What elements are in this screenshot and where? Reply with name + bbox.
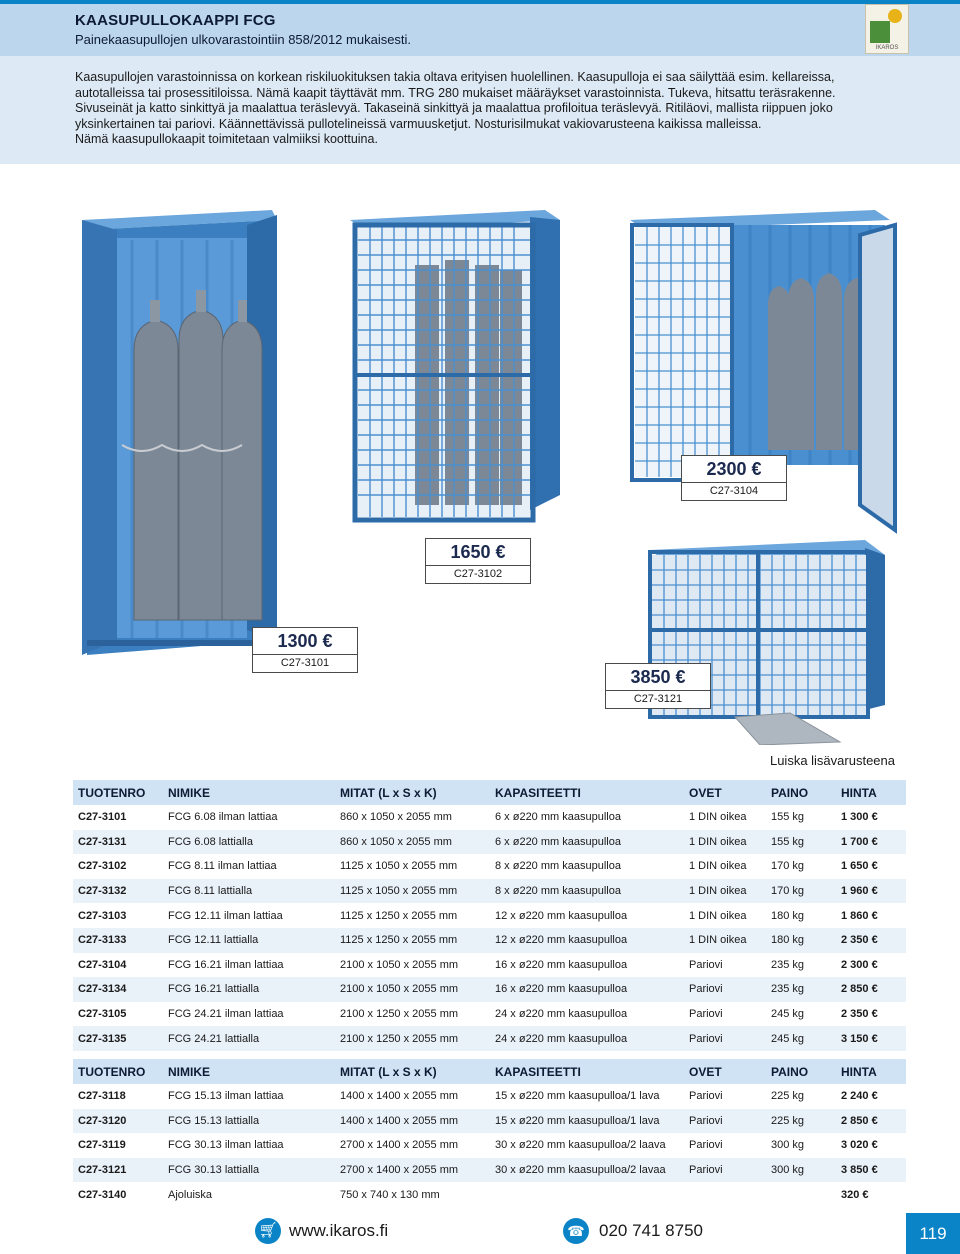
table-row	[73, 805, 906, 830]
price-tag-price: 1300 €	[253, 628, 357, 655]
cell-weight: 245 kg	[771, 1008, 805, 1021]
table-row	[73, 830, 906, 855]
cell-weight: 170 kg	[771, 860, 805, 873]
cell-capacity: 8 x ø220 mm kaasupulloa	[490, 879, 684, 904]
header-accent-line	[0, 0, 960, 4]
cell-code: C27-3120	[73, 1109, 163, 1134]
cell-name: FCG 30.13 ilman lattiaa	[168, 1139, 284, 1152]
cell-name: FCG 15.13 ilman lattiaa	[168, 1090, 284, 1103]
cell-code: C27-3135	[73, 1026, 163, 1051]
cell-capacity: 12 x ø220 mm kaasupulloa	[490, 928, 684, 953]
cell-dimensions: 1125 x 1250 x 2055 mm	[340, 909, 458, 922]
cell-price: 2 240 €	[841, 1090, 878, 1103]
header-price: HINTA	[836, 1059, 906, 1084]
cell-doors: Pariovi	[684, 1158, 766, 1183]
header-doors: OVET	[684, 1059, 766, 1084]
cell-dimensions: 2100 x 1050 x 2055 mm	[335, 977, 490, 1002]
cell-doors: Pariovi	[684, 1109, 766, 1134]
cell-name: FCG 24.21 lattialla	[163, 1026, 335, 1051]
cell-doors: Pariovi	[689, 958, 723, 971]
ramp-caption: Luiska lisävarusteena	[769, 753, 895, 768]
page-number: 119	[906, 1213, 960, 1254]
table-row	[73, 1109, 906, 1134]
cabinet-photo-3101	[62, 200, 287, 660]
cell-name: Ajoluiska	[168, 1188, 213, 1201]
cell-capacity: 12 x ø220 mm kaasupulloa	[495, 909, 628, 922]
cell-doors: 1 DIN oikea	[689, 860, 747, 873]
cell-dimensions: 1125 x 1050 x 2055 mm	[335, 879, 490, 904]
cell-name: FCG 12.11 lattialla	[163, 928, 335, 953]
header-capacity: KAPASITEETTI	[490, 1059, 684, 1084]
cell-capacity: 30 x ø220 mm kaasupulloa/2 lavaa	[490, 1158, 684, 1183]
cell-price: 1 860 €	[841, 909, 878, 922]
cell-weight: 300 kg	[771, 1139, 805, 1152]
description	[75, 70, 905, 148]
cell-dimensions: 1125 x 1050 x 2055 mm	[340, 860, 458, 873]
cell-doors: 1 DIN oikea	[684, 879, 766, 904]
cabinet-photo-3102	[340, 205, 570, 525]
cell-price: 320 €	[841, 1188, 869, 1201]
cell-price: 1 650 €	[841, 860, 878, 873]
cell-price: 3 850 €	[836, 1158, 906, 1183]
cell-doors: Pariovi	[689, 1008, 723, 1021]
price-tag-3121	[605, 663, 711, 709]
website-link[interactable]: www.ikaros.fi	[289, 1221, 389, 1240]
header-doors: OVET	[684, 780, 766, 805]
table-header-row	[73, 1059, 906, 1084]
header-name: NIMIKE	[163, 1059, 335, 1084]
footer-phone[interactable]	[563, 1218, 703, 1244]
price-tag-3102	[425, 538, 531, 584]
table-row	[73, 879, 906, 904]
cell-price: 1 700 €	[836, 830, 906, 855]
cell-capacity: 30 x ø220 mm kaasupulloa/2 laava	[495, 1139, 666, 1152]
cell-weight: 225 kg	[766, 1109, 836, 1134]
cell-dimensions: 1400 x 1400 x 2055 mm	[335, 1109, 490, 1134]
header-weight: PAINO	[766, 780, 836, 805]
cell-name: FCG 16.21 ilman lattiaa	[168, 958, 284, 971]
header-panel	[0, 0, 960, 164]
table-header-row	[73, 780, 906, 805]
product-photos	[0, 190, 960, 750]
table-row	[73, 1002, 906, 1027]
cell-name: FCG 6.08 lattialla	[163, 830, 335, 855]
page-subtitle: Painekaasupullojen ulkovarastointiin 858/2012 mukaisesti.	[75, 32, 412, 47]
cell-doors: Pariovi	[689, 1090, 723, 1103]
cell-weight: 300 kg	[766, 1158, 836, 1183]
cell-capacity: 6 x ø220 mm kaasupulloa	[495, 811, 621, 824]
cell-price: 2 350 €	[836, 928, 906, 953]
table-row	[73, 1182, 906, 1207]
shopping-cart-icon: 🛒︎	[255, 1218, 281, 1244]
table-row	[73, 928, 906, 953]
cell-code: C27-3104	[78, 958, 127, 971]
spec-table-1	[73, 780, 906, 1051]
cell-doors: Pariovi	[689, 1139, 723, 1152]
cell-price: 3 150 €	[836, 1026, 906, 1051]
cell-code: C27-3133	[73, 928, 163, 953]
cell-code: C27-3102	[78, 860, 127, 873]
cell-weight: 180 kg	[766, 928, 836, 953]
cell-doors: 1 DIN oikea	[684, 830, 766, 855]
logo-text: IKAROS	[875, 45, 899, 51]
cell-doors: 1 DIN oikea	[689, 909, 747, 922]
cell-dimensions: 2100 x 1250 x 2055 mm	[335, 1026, 490, 1051]
cell-name: FCG 8.11 ilman lattiaa	[168, 860, 277, 873]
cell-weight: 170 kg	[766, 879, 836, 904]
cell-name: FCG 15.13 lattialla	[163, 1109, 335, 1134]
table-row	[73, 953, 906, 978]
cell-weight: 155 kg	[766, 830, 836, 855]
cell-dimensions: 860 x 1050 x 2055 mm	[335, 830, 490, 855]
cell-weight: 225 kg	[771, 1090, 805, 1103]
cell-capacity: 24 x ø220 mm kaasupulloa	[490, 1026, 684, 1051]
cell-code: C27-3119	[78, 1139, 126, 1152]
cell-code: C27-3131	[73, 830, 163, 855]
cell-code: C27-3101	[78, 811, 127, 824]
cell-dimensions: 2700 x 1400 x 2055 mm	[340, 1139, 459, 1152]
ikaros-logo	[865, 4, 909, 54]
cell-weight: 155 kg	[771, 811, 805, 824]
description-line: Nämä kaasupullokaapit toimitetaan valmiiksi koottuina.	[75, 132, 378, 147]
cell-price: 2 300 €	[841, 958, 878, 971]
page-title: KAASUPULLOKAAPPI FCG	[75, 12, 276, 29]
header-code: TUOTENRO	[73, 780, 163, 805]
price-tag-price: 3850 €	[606, 664, 710, 691]
cell-capacity: 8 x ø220 mm kaasupulloa	[495, 860, 621, 873]
cell-code: C27-3121	[73, 1158, 163, 1183]
cabinet-photo-3121	[640, 530, 890, 745]
cell-code: C27-3118	[78, 1090, 126, 1103]
cell-dimensions: 1125 x 1250 x 2055 mm	[335, 928, 490, 953]
price-tag-3104	[681, 455, 787, 501]
cell-dimensions: 750 x 740 x 130 mm	[340, 1188, 440, 1201]
cell-price: 1 960 €	[836, 879, 906, 904]
cell-weight	[766, 1182, 836, 1207]
cell-dimensions: 2700 x 1400 x 2055 mm	[335, 1158, 490, 1183]
table-row	[73, 1158, 906, 1183]
cell-name: FCG 16.21 lattialla	[163, 977, 335, 1002]
header-capacity: KAPASITEETTI	[490, 780, 684, 805]
price-tag-code: C27-3121	[633, 693, 683, 705]
cell-price: 2 850 €	[836, 1109, 906, 1134]
cell-capacity: 16 x ø220 mm kaasupulloa	[490, 977, 684, 1002]
header-dimensions: MITAT (L x S x K)	[335, 780, 490, 805]
cell-name: FCG 6.08 ilman lattiaa	[168, 811, 278, 824]
cell-price: 2 850 €	[836, 977, 906, 1002]
header-price: HINTA	[836, 780, 906, 805]
table-row	[73, 903, 906, 928]
table-row	[73, 1026, 906, 1051]
cell-dimensions: 1400 x 1400 x 2055 mm	[340, 1090, 459, 1103]
cell-weight: 235 kg	[771, 958, 805, 971]
cell-doors: Pariovi	[684, 977, 766, 1002]
cell-doors: Pariovi	[684, 1026, 766, 1051]
cell-capacity: 16 x ø220 mm kaasupulloa	[495, 958, 628, 971]
cell-code: C27-3103	[78, 909, 127, 922]
cell-price: 1 300 €	[841, 811, 878, 824]
price-tag-3101	[252, 627, 358, 673]
header-code: TUOTENRO	[73, 1059, 163, 1084]
table-row	[73, 1084, 906, 1109]
price-tag-code: C27-3102	[453, 568, 503, 580]
cell-code: C27-3140	[78, 1188, 127, 1201]
footer-website[interactable]	[255, 1218, 388, 1244]
description-line: Kaasupullojen varastoinnissa on korkean riskiluokituksen takia oltava erityisen huolellinen. Kaasupulloja ei saa säilyttää esim. kellareissa,	[75, 70, 835, 84]
cell-name: FCG 8.11 lattialla	[163, 879, 335, 904]
cell-price: 2 350 €	[841, 1008, 878, 1021]
cell-capacity: 15 x ø220 mm kaasupulloa/1 lava	[490, 1109, 684, 1134]
cell-code: C27-3132	[73, 879, 163, 904]
cell-dimensions: 2100 x 1050 x 2055 mm	[340, 958, 459, 971]
description-line: autotalleissa tai prosessitiloissa. Nämä kaapit täyttävät mm. TRG 280 mukaiset määräykset varastoinnista. Tukeva, hitsattu teräsrakenne.	[75, 85, 836, 100]
cell-weight: 245 kg	[766, 1026, 836, 1051]
cell-doors	[684, 1182, 766, 1207]
logo-field-icon	[870, 21, 890, 43]
cell-name: FCG 30.13 lattialla	[163, 1158, 335, 1183]
price-tag-price: 2300 €	[682, 456, 786, 483]
cell-price: 3 020 €	[841, 1139, 878, 1152]
cell-capacity: 24 x ø220 mm kaasupulloa	[495, 1008, 628, 1021]
header-dimensions: MITAT (L x S x K)	[335, 1059, 490, 1084]
description-line: yksinkertainen tai pariovi. Käännettävissä pullotelineissä varmuusketjut. Nosturisilmukat vakiovarusteena kaikissa malleissa.	[75, 116, 762, 131]
description-line: Sivuseinät ja katto sinkittyä ja maalattua teräslevyä. Takaseinä sinkittyä ja maalattua profiloitua teräslevyä. Ritiläovi, mallista riippuen joko	[75, 101, 833, 116]
cell-code: C27-3105	[78, 1008, 127, 1021]
header-name: NIMIKE	[163, 780, 335, 805]
table-row	[73, 1133, 906, 1158]
table-row	[73, 977, 906, 1002]
cell-capacity: 6 x ø220 mm kaasupulloa	[490, 830, 684, 855]
phone-icon: ☎	[563, 1218, 589, 1244]
cell-weight: 235 kg	[766, 977, 836, 1002]
cell-weight: 180 kg	[771, 909, 805, 922]
header-weight: PAINO	[766, 1059, 836, 1084]
cell-name: FCG 12.11 ilman lattiaa	[168, 909, 283, 922]
cell-name: FCG 24.21 ilman lattiaa	[168, 1008, 284, 1021]
cell-doors: 1 DIN oikea	[689, 811, 747, 824]
cell-dimensions: 2100 x 1250 x 2055 mm	[340, 1008, 459, 1021]
cell-doors: 1 DIN oikea	[684, 928, 766, 953]
price-tag-code: C27-3101	[280, 657, 330, 669]
cell-dimensions: 860 x 1050 x 2055 mm	[340, 811, 452, 824]
spec-table-2	[73, 1059, 906, 1207]
price-tag-price: 1650 €	[426, 539, 530, 566]
cell-code: C27-3134	[73, 977, 163, 1002]
logo-sun-icon	[888, 9, 902, 23]
cell-capacity	[490, 1182, 684, 1207]
phone-number[interactable]: 020 741 8750	[599, 1221, 703, 1240]
table-row	[73, 854, 906, 879]
price-tag-code: C27-3104	[709, 485, 759, 497]
cell-capacity: 15 x ø220 mm kaasupulloa/1 lava	[495, 1090, 660, 1103]
